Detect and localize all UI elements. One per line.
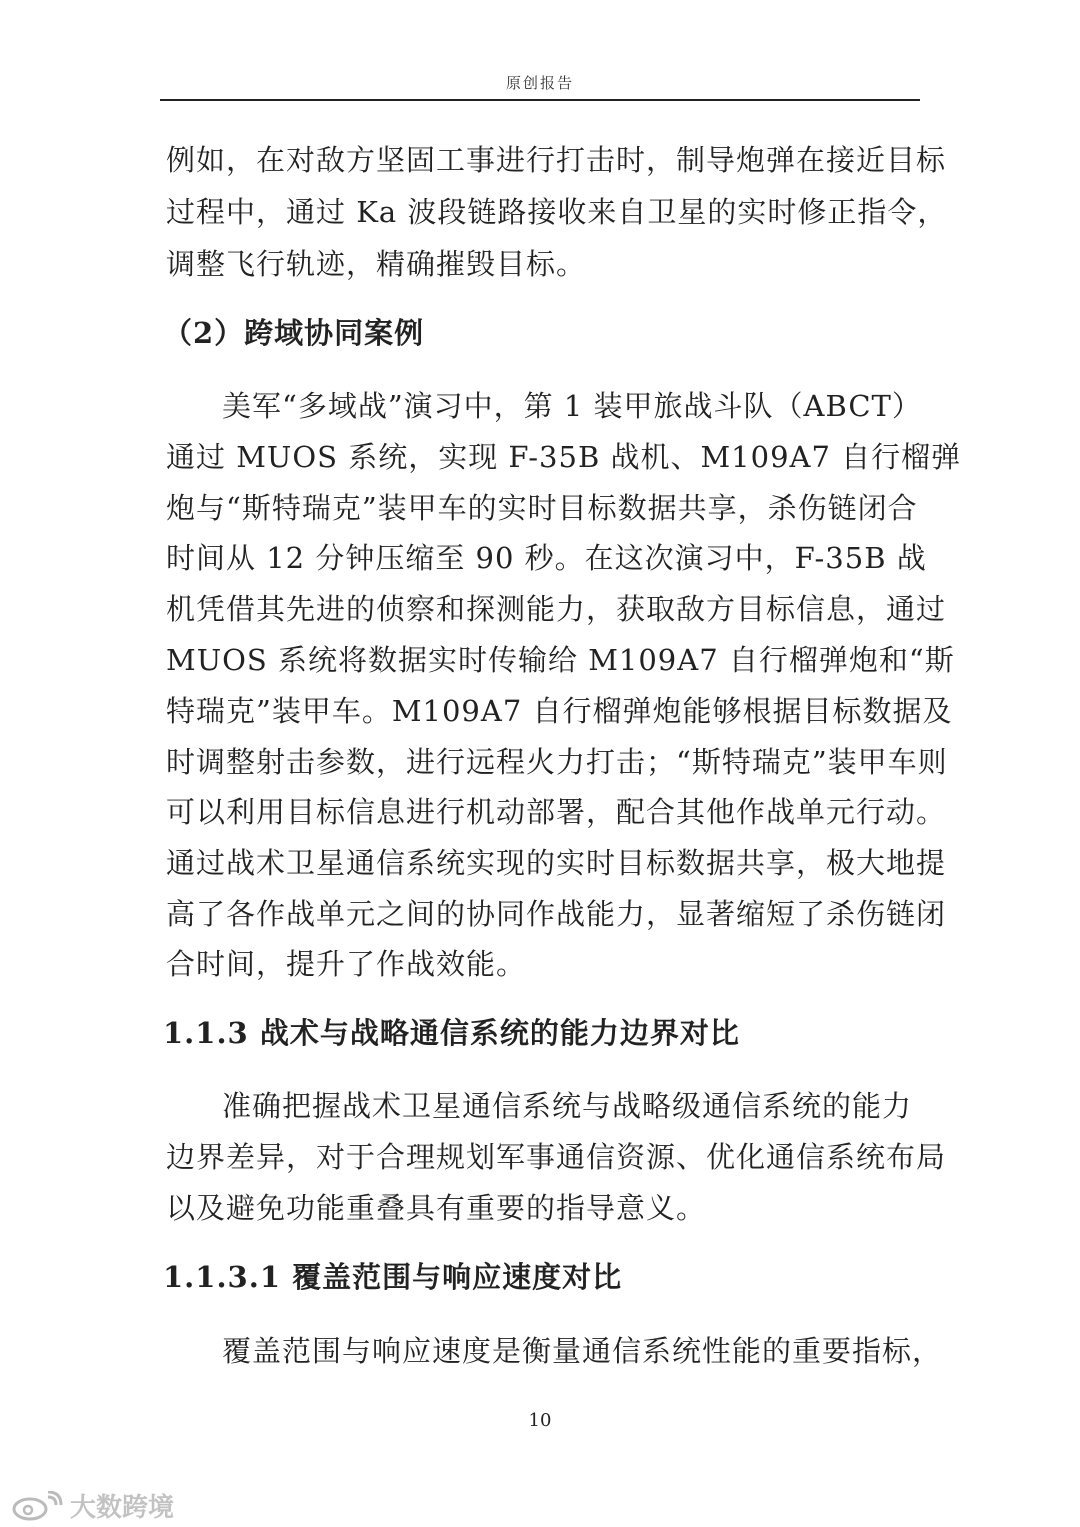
- paragraph-line: 边界差异，对于合理规划军事通信资源、优化通信系统布局: [166, 1140, 947, 1174]
- paragraph-line: 美军“多域战”演习中，第 1 装甲旅战斗队（ABCT）: [222, 389, 922, 423]
- paragraph-line: 准确把握战术卫星通信系统与战略级通信系统的能力: [222, 1089, 913, 1123]
- section-heading: 1.1.3.1 覆盖范围与响应速度对比: [163, 1260, 623, 1294]
- paragraph-line: 合时间，提升了作战效能。: [166, 947, 527, 981]
- paragraph-line: 以及避免功能重叠具有重要的指导意义。: [166, 1191, 707, 1225]
- paragraph-line: 通过战术卫星通信系统实现的实时目标数据共享，极大地提: [166, 846, 947, 880]
- paragraph-line: 时间从 12 分钟压缩至 90 秒。在这次演习中，F-35B 战: [166, 541, 927, 575]
- page-header-title: 原创报告: [505, 74, 574, 92]
- paragraph-line: 通过 MUOS 系统，实现 F-35B 战机、M109A7 自行榴弹: [166, 440, 962, 474]
- paragraph-line: 调整飞行轨迹，精确摧毁目标。: [166, 247, 587, 281]
- paragraph-line: 覆盖范围与响应速度是衡量通信系统性能的重要指标，: [222, 1334, 943, 1368]
- paragraph-line: 高了各作战单元之间的协同作战能力，显著缩短了杀伤链闭: [166, 897, 947, 931]
- section-heading: （2）跨域协同案例: [163, 316, 425, 350]
- section-heading: 1.1.3 战术与战略通信系统的能力边界对比: [163, 1016, 740, 1050]
- paragraph-line: 例如，在对敌方坚固工事进行打击时，制导炮弹在接近目标: [166, 143, 947, 177]
- header-rule: [160, 99, 920, 101]
- paragraph-line: MUOS 系统将数据实时传输给 M109A7 自行榴弹炮和“斯: [166, 643, 955, 677]
- page-number: 10: [528, 1410, 552, 1431]
- paragraph-line: 时调整射击参数，进行远程火力打击；“斯特瑞克”装甲车则: [166, 745, 948, 779]
- watermark-text: 大数跨境: [70, 1493, 175, 1523]
- paragraph-line: 炮与“斯特瑞克”装甲车的实时目标数据共享，杀伤链闭合: [166, 491, 918, 525]
- watermark: [10, 1487, 174, 1524]
- paragraph-line: 特瑞克”装甲车。M109A7 自行榴弹炮能够根据目标数据及: [166, 694, 953, 728]
- weibo-icon: [10, 1491, 64, 1521]
- paragraph-line: 机凭借其先进的侦察和探测能力，获取敌方目标信息，通过: [166, 592, 947, 626]
- paragraph-line: 过程中，通过 Ka 波段链路接收来自卫星的实时修正指令，: [166, 195, 948, 229]
- paragraph-line: 可以利用目标信息进行机动部署，配合其他作战单元行动。: [166, 795, 947, 829]
